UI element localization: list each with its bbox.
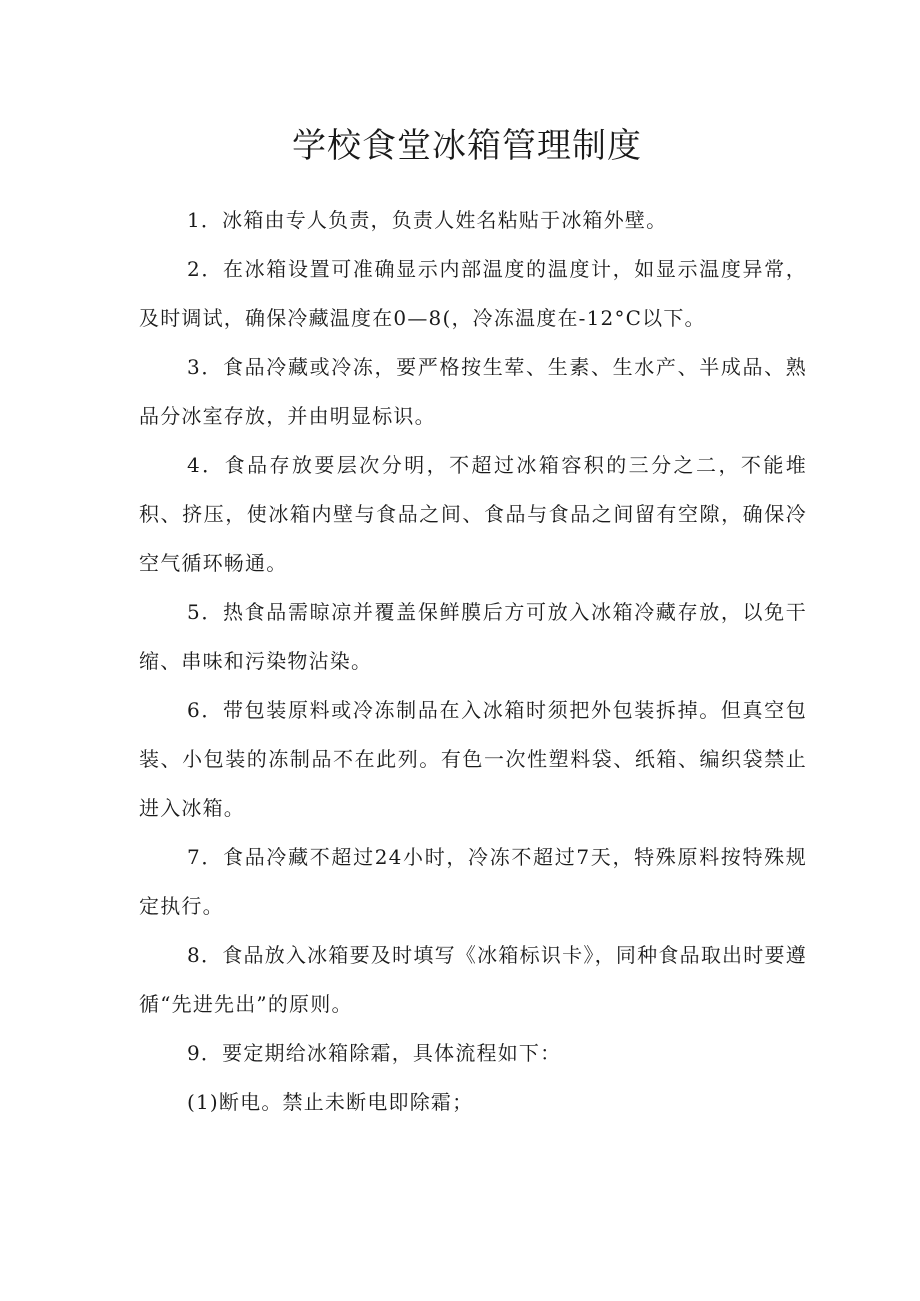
rule-paragraph-3: 3．食品冷藏或冷冻，要严格按生荤、生素、生水产、半成品、熟品分冰室存放，并由明显标识。 (139, 355, 807, 428)
document-title: 学校食堂冰箱管理制度 (292, 126, 642, 166)
rule-paragraph-6: 6．带包装原料或冷冻制品在入冰箱时须把外包装拆掉。但真空包装、小包装的冻制品不在此列。有色一次性塑料袋、纸箱、编织袋禁止进入冰箱。 (139, 698, 807, 820)
rule-paragraph-4: 4．食品存放要层次分明，不超过冰箱容积的三分之二，不能堆积、挤压，使冰箱内壁与食品之间、食品与食品之间留有空隙，确保冷空气循环畅通。 (139, 453, 807, 575)
rule-paragraph-9: 9．要定期给冰箱除霜，具体流程如下： (187, 1041, 562, 1065)
rule-paragraph-7: 7．食品冷藏不超过24小时，冷冻不超过7天，特殊原料按特殊规定执行。 (139, 845, 807, 918)
rule-paragraph-2: 2．在冰箱设置可准确显示内部温度的温度计，如显示温度异常，及时调试，确保冷藏温度在0—8(，冷冻温度在-12°C以下。 (139, 257, 807, 330)
rule-paragraph-8: 8．食品放入冰箱要及时填写《冰箱标识卡》，同种食品取出时要遵循“先进先出”的原则。 (139, 943, 807, 1016)
rule-paragraph-1: 1．冰箱由专人负责，负责人姓名粘贴于冰箱外壁。 (187, 208, 668, 232)
rule-paragraph-5: 5．热食品需晾凉并覆盖保鲜膜后方可放入冰箱冷藏存放，以免干缩、串味和污染物沾染。 (139, 600, 807, 673)
defrost-step-1: (1)断电。禁止未断电即除霜； (187, 1090, 474, 1114)
document-body (139, 196, 807, 1127)
